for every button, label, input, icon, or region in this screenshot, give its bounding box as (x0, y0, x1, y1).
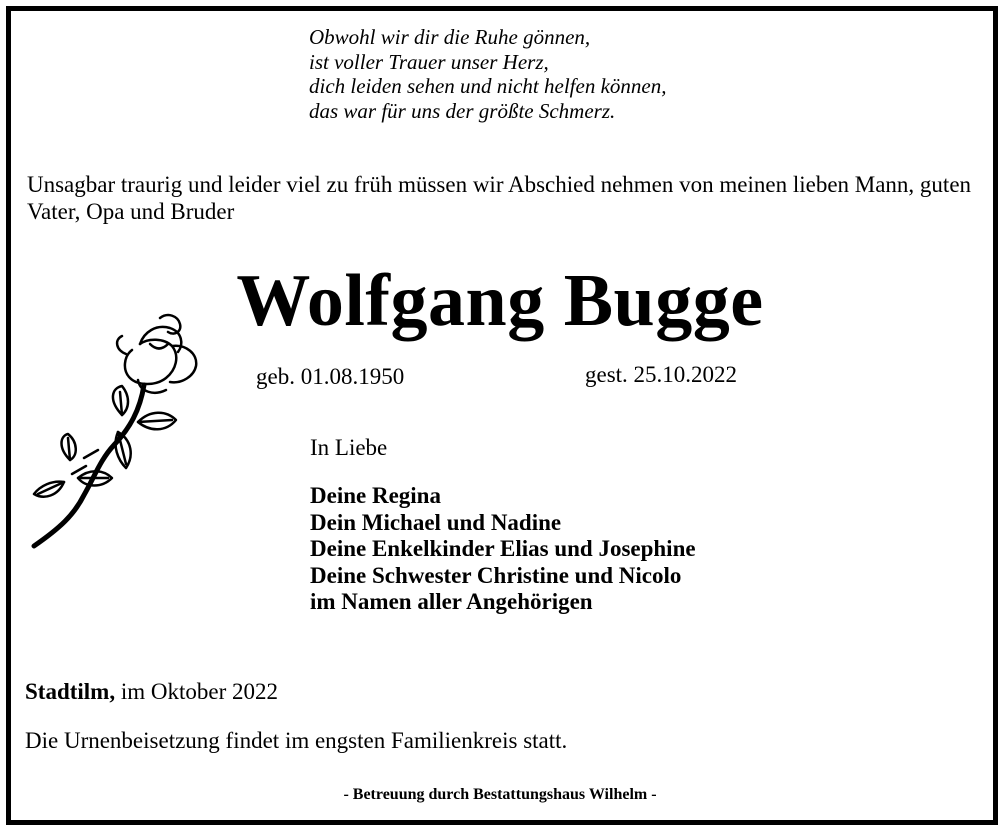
poem-line: Obwohl wir dir die Ruhe gönnen, (309, 25, 591, 49)
intro-text: Unsagbar traurig und leider viel zu früh müssen wir Abschied nehmen von meinen lieben Mann, guten Vater, Opa und Bruder (27, 172, 972, 224)
funeral-home-footer: - Betreuung durch Bestattungshaus Wilhelm - (343, 786, 657, 803)
signer: Deine Enkelkinder Elias und Josephine (310, 536, 696, 561)
poem (309, 25, 666, 123)
signers-list (310, 483, 696, 616)
poem-line: das war für uns der größte Schmerz. (309, 98, 616, 123)
love-line: In Liebe (310, 435, 388, 460)
deceased-name: Wolfgang Bugge (236, 260, 764, 342)
place-month: im Oktober 2022 (115, 679, 278, 704)
poem-line: dich leiden sehen und nicht helfen können, (309, 74, 667, 98)
rose-icon (22, 310, 212, 555)
place-city: Stadtilm, (25, 679, 116, 704)
burial-note: Die Urnenbeisetzung findet im engsten Familienkreis statt. (25, 728, 568, 753)
birth-date: geb. 01.08.1950 (256, 364, 405, 389)
signer: Deine Schwester Christine und Nicolo (310, 562, 682, 588)
signer: im Namen aller Angehörigen (310, 589, 593, 614)
poem-line: ist voller Trauer unser Herz, (309, 49, 549, 74)
place-date (25, 679, 278, 705)
signer: Dein Michael und Nadine (310, 509, 562, 535)
death-date: gest. 25.10.2022 (585, 362, 738, 387)
signer: Deine Regina (310, 483, 441, 508)
